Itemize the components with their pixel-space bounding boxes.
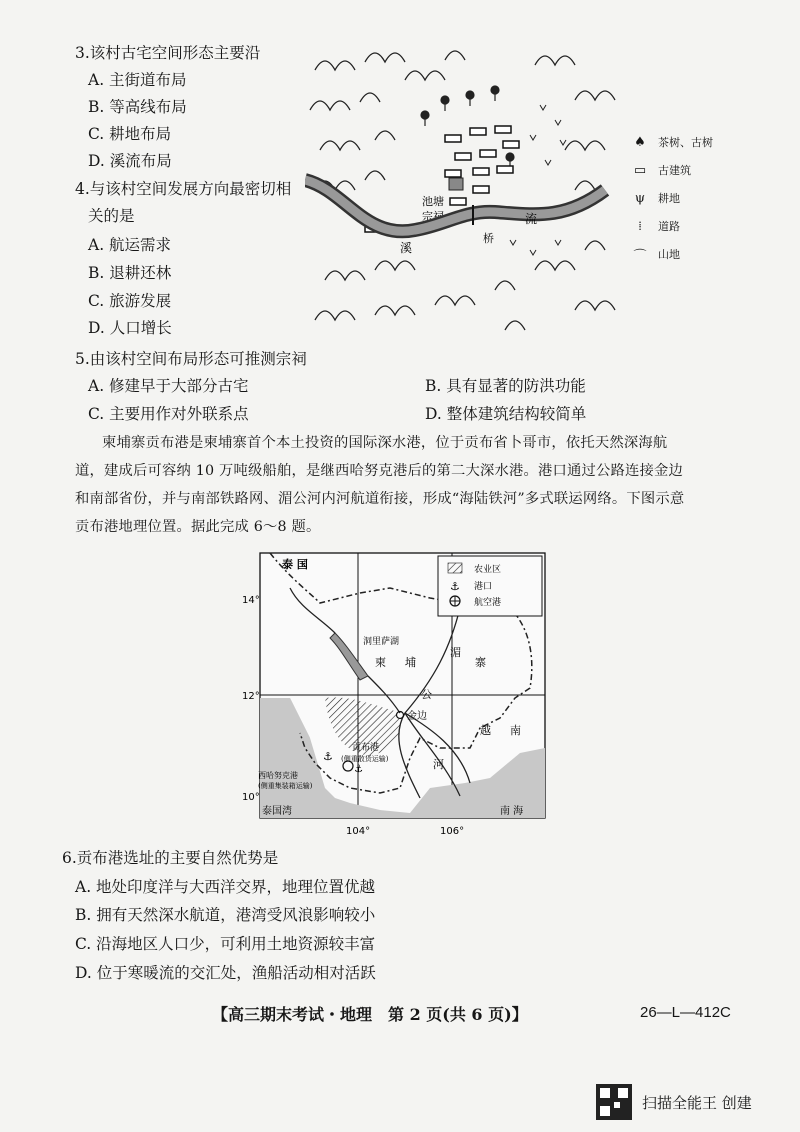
q4-stem-line1: 4.与该村空间发展方向最密切相 <box>75 180 292 198</box>
label-sihanouk-1: 西哈努克港 <box>258 771 298 780</box>
sihanouk-port-icon: ⚓ <box>323 750 333 763</box>
q5-option-b: B. 具有显著的防洪功能 <box>425 377 586 395</box>
cambodia-map <box>230 548 560 840</box>
building-icon: ▭ <box>633 162 647 178</box>
label-gulf: 泰国湾 <box>262 806 292 817</box>
q4-option-b: B. 退耕还林 <box>88 264 172 282</box>
q3-option-d: D. 溪流布局 <box>88 152 172 170</box>
label-kampot-1: 贡布港 <box>352 743 380 753</box>
label-liu: 流 <box>525 212 538 226</box>
legend-building: ▭ 古建筑 <box>630 156 713 184</box>
road-icon: ⁞ <box>638 219 642 234</box>
label-sihanouk-2: (侧重集装箱运输) <box>258 782 313 790</box>
label-mekong-1: 湄 <box>450 646 461 659</box>
lat-12: 12° <box>242 691 260 702</box>
label-kampot-2: (侧重散货运输) <box>341 755 389 763</box>
q5-option-d: D. 整体建筑结构较简单 <box>425 405 587 423</box>
hatch-icon <box>448 563 462 573</box>
label-phnom-penh: 金边 <box>407 711 427 722</box>
label-cambodia-2: 埔 <box>405 656 416 669</box>
label-mekong-3: 河 <box>433 758 444 771</box>
label-pond: 池塘 <box>422 195 444 208</box>
page-footer: 【高三期末考试・地理 第 2 页(共 6 页)】 <box>212 1005 528 1024</box>
mountain-icon: ⌒ <box>633 248 647 264</box>
legend-port: 港口 <box>474 582 493 592</box>
label-vietnam-1: 越 <box>480 724 491 737</box>
label-south-sea: 南 海 <box>500 806 524 817</box>
q6-option-a: A. 地处印度洋与大西洋交界，地理位置优越 <box>75 878 376 896</box>
q3-stem: 3.该村古宅空间形态主要沿 <box>75 44 261 62</box>
label-lake: 洞里萨湖 <box>363 637 400 647</box>
qr-code-icon <box>596 1084 632 1120</box>
q5-option-c: C. 主要用作对外联系点 <box>88 405 249 423</box>
anchor-icon: ⚓ <box>450 580 460 593</box>
lat-10: 10° <box>242 792 260 803</box>
label-cambodia-3: 寨 <box>475 656 486 669</box>
passage-line-3: 和南部省份，并与南部铁路网、湄公河内河航道衔接，形成“海陆铁河”多式联运网络。下图示意 <box>75 491 685 507</box>
passage-line-4: 贡布港地理位置。据此完成 6～8 题。 <box>75 519 321 535</box>
legend-tea-tree: ♠ 茶树、古树 <box>630 128 713 156</box>
tree-icon: ♠ <box>634 134 646 150</box>
label-thailand: 泰 国 <box>282 558 308 571</box>
q3-option-b: B. 等高线布局 <box>88 98 187 116</box>
lat-14: 14° <box>242 595 260 606</box>
q4-stem-line2: 关的是 <box>88 207 135 225</box>
exam-code: 26—L—412C <box>640 1004 731 1021</box>
q3-option-c: C. 耕地布局 <box>88 125 172 143</box>
farmland-icon: ψ <box>634 190 646 206</box>
q4-option-d: D. 人口增长 <box>88 319 172 337</box>
scanner-watermark: 扫描全能王 创建 <box>642 1094 752 1112</box>
village-legend <box>630 128 713 268</box>
passage-line-1: 柬埔寨贡布港是柬埔寨首个本土投资的国际深水港，位于贡布省卜哥市，依托天然深海航 <box>102 435 668 451</box>
q3-option-a: A. 主街道布局 <box>88 71 187 89</box>
q5-stem: 5.由该村空间布局形态可推测宗祠 <box>75 350 307 368</box>
legend-airport: 航空港 <box>474 598 502 608</box>
legend-road: ⁞ 道路 <box>630 212 713 240</box>
lon-106: 106° <box>440 826 465 837</box>
q4-option-a: A. 航运需求 <box>88 236 172 254</box>
q6-stem: 6.贡布港选址的主要自然优势是 <box>62 849 279 867</box>
q5-option-a: A. 修建早于大部分古宅 <box>88 377 249 395</box>
pond <box>449 178 463 190</box>
q6-option-c: C. 沿海地区人口少，可利用土地资源较丰富 <box>75 935 376 953</box>
label-cambodia-1: 柬 <box>375 656 386 669</box>
q6-option-d: D. 位于寒暖流的交汇处，渔船活动相对活跃 <box>75 964 376 982</box>
q4-option-c: C. 旅游发展 <box>88 292 172 310</box>
legend-farmland: ψ 耕地 <box>630 184 713 212</box>
kampot-port-icon: ⚓ <box>354 764 363 775</box>
label-vietnam-2: 南 <box>510 724 521 737</box>
passage-line-2: 道，建成后可容纳 10 万吨级船舶，是继西哈努克港后的第二大深水港。港口通过公路连接金边 <box>75 463 683 479</box>
label-xi: 溪 <box>400 241 413 255</box>
label-shrine: 宗祠 <box>422 210 444 223</box>
q6-option-b: B. 拥有天然深水航道，港湾受风浪影响较小 <box>75 906 376 924</box>
label-bridge: 桥 <box>483 232 494 245</box>
legend-agri: 农业区 <box>474 565 502 575</box>
legend-mountain: ⌒ 山地 <box>630 240 713 268</box>
village-map <box>305 40 625 340</box>
label-mekong-2: 公 <box>421 688 432 701</box>
lon-104: 104° <box>346 826 371 837</box>
